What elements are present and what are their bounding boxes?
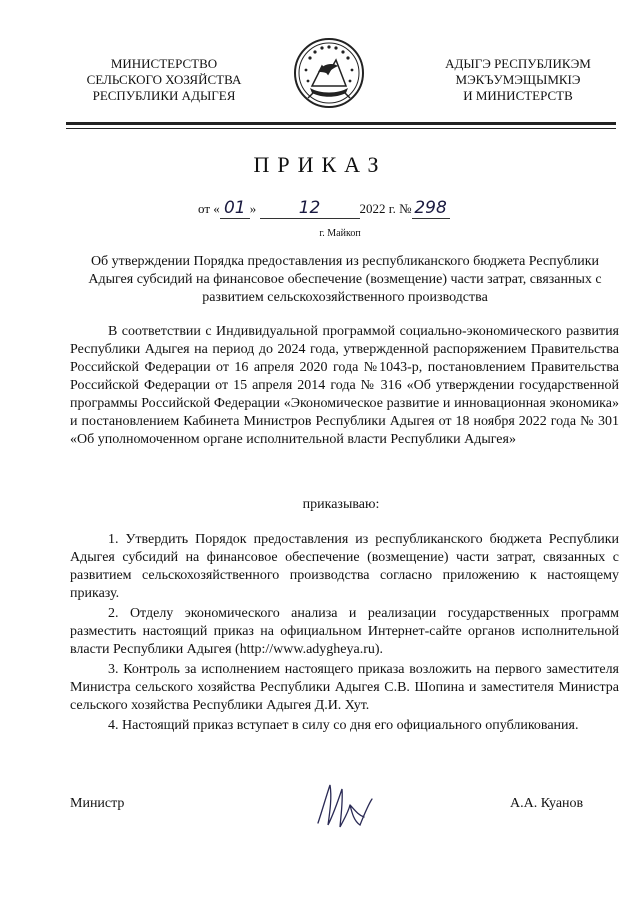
ministry-name-line: РЕСПУБЛИКИ АДЫГЕЯ xyxy=(92,88,236,103)
ministry-name-adyghe xyxy=(418,56,618,104)
signatory-name: А.А. Куанов xyxy=(510,796,584,811)
order-item: 4. Настоящий приказ вступает в силу со дня его официального опубликования. xyxy=(108,718,579,733)
date-mid: » xyxy=(249,201,257,216)
ministry-name-ru xyxy=(64,56,264,104)
ministry-name-line: МЭКЪУМЭЩЫМКIЭ xyxy=(455,72,581,87)
coat-of-arms-icon xyxy=(292,36,366,110)
order-item: 1. Утвердить Порядок предоставления из республиканского бюджета Республики Адыгея субсидий на финансовое обеспечение (возмещение) части затрат, связанных с развитием сельскохозяйственного производства согласно приложению к настоящему приказу. xyxy=(70,532,619,601)
preamble-paragraph: В соответствии с Индивидуальной программой социально-экономического развития Республики Адыгея на период до 2024 года, утвержденной распоряжением Правительства Российской Федерации от 16 апреля 2020 года №1043-р, постановлением Правительства Российской Федерации от 15 апреля 2014 года № 316 «Об утверждении государственной программы Российской Федерации «Экономическое развитие и инновационная экономика» и постановлением Кабинета Министров Республики Адыгея от 18 ноября 2022 года № 301 «Об уполномоченном органе исполнительной власти Республики Адыгея» xyxy=(70,324,619,447)
ministry-name-line: СЕЛЬСКОГО ХОЗЯЙСТВА xyxy=(86,72,242,87)
signatory-position: Министр xyxy=(70,796,125,811)
handwritten-signature xyxy=(310,775,380,835)
order-subject: Об утверждении Порядка предоставления из республиканского бюджета Республики Адыгея субсидий на финансовое обеспечение (возмещение) части затрат, связанных с развитием сельскохозяйственного производства xyxy=(88,254,602,305)
ministry-name-line: И МИНИСТЕРСТВ xyxy=(463,88,573,103)
date-month: 12 xyxy=(260,198,360,219)
date-day: 01 xyxy=(220,198,250,219)
document-title: ПРИКАЗ xyxy=(253,152,387,177)
order-number: 298 xyxy=(412,198,450,219)
number-label: № xyxy=(399,201,412,216)
date-year: 2022 г. xyxy=(359,201,396,216)
order-items xyxy=(70,531,619,737)
ministry-name-line: МИНИСТЕРСТВО xyxy=(110,56,218,71)
order-item: 3. Контроль за исполнением настоящего приказа возложить на первого заместителя Министра сельского хозяйства Республики Адыгея С.В. Шопина и заместителя Министра сельского хозяйства Республики Адыгея Д.И. Хут. xyxy=(70,662,619,713)
date-prefix: от « xyxy=(198,201,220,216)
header-divider xyxy=(66,122,616,125)
date-number-line xyxy=(198,198,450,219)
city: г. Майкоп xyxy=(319,228,361,239)
ministry-name-line: АДЫГЭ РЕСПУБЛИКЭМ xyxy=(445,56,591,71)
order-item: 2. Отделу экономического анализа и реализации государственных программ разместить настоящий приказ на официальном Интернет-сайте органов исполнительной власти Республики Адыгея (http://www.adygheya.ru). xyxy=(70,606,619,657)
header-divider-thin xyxy=(66,128,616,129)
order-word: приказываю: xyxy=(302,497,380,512)
